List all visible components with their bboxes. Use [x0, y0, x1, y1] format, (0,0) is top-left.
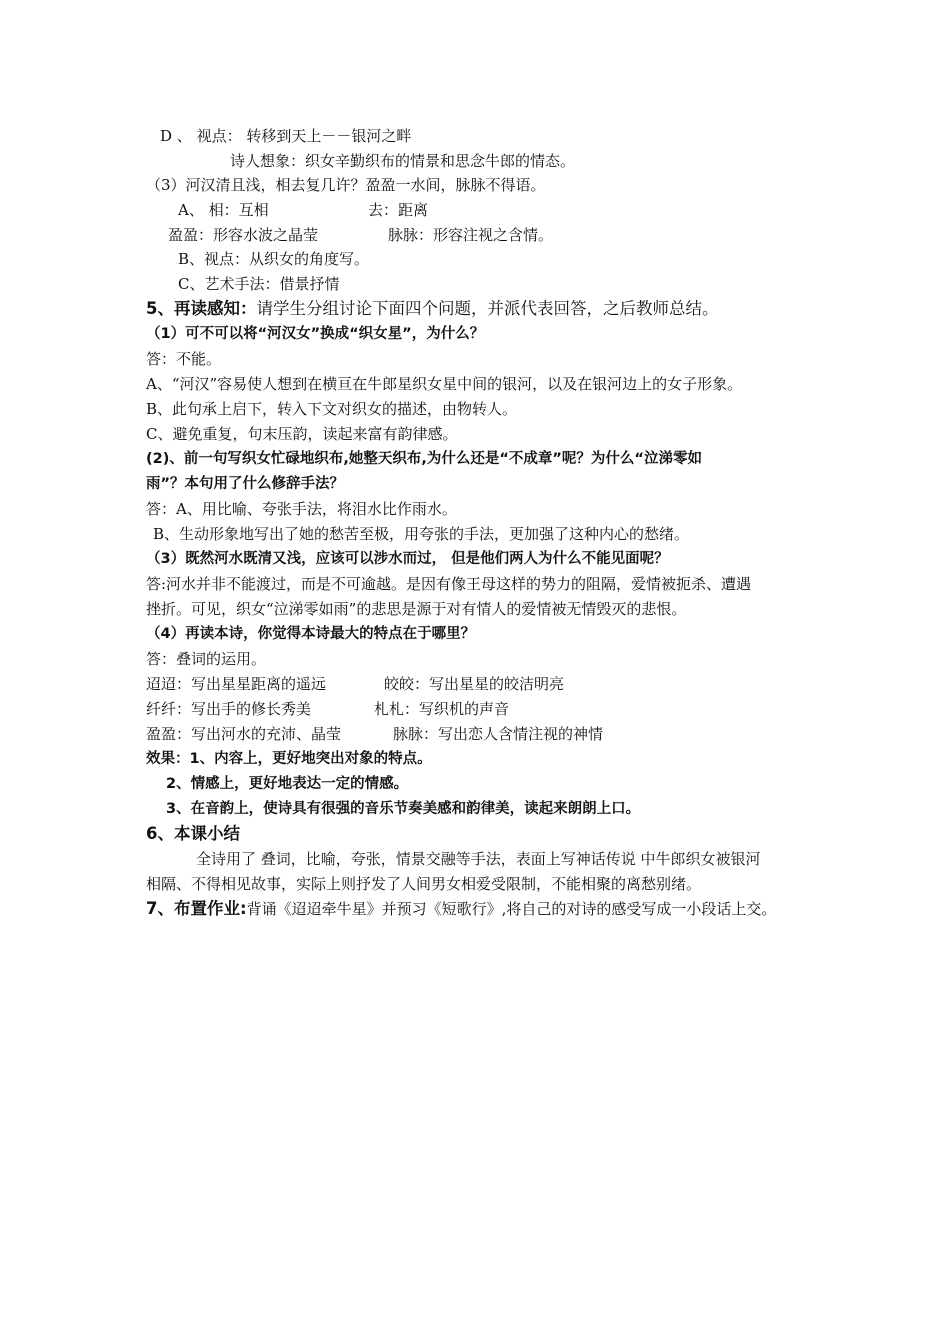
word-momo: 脉脉：写出恋人含情注视的神情	[393, 725, 604, 743]
question-3: （3）既然河水既清又浅，应该可以涉水而过， 但是他们两人为什么不能见面呢？	[146, 551, 669, 567]
answer-1-c: C、避免重复，句末压韵，读起来富有韵律感。	[146, 425, 458, 443]
summary-line-2: 相隔、不得相见故事，实际上则抒发了人间男女相爱受限制，不能相聚的离愁别绪。	[146, 875, 702, 893]
word-tiaotiao: 迢迢：写出星星距离的遥远	[146, 675, 327, 693]
answer-3-line-1: 答:河水并非不能渡过，而是不可逾越。是因有像王母这样的势力的阻隔，爱情被扼杀、遭遇	[146, 575, 752, 593]
section-7-heading: 7、布置作业:	[146, 899, 247, 918]
gloss-qu: 去：距离	[368, 201, 429, 219]
question-1: （1）可不可以将“河汉女”换成“织女星”，为什么？	[146, 326, 485, 342]
effect-2: 2、情感上，更好地表达一定的情感。	[166, 776, 409, 792]
gloss-momo: 脉脉：形容注视之含情。	[388, 226, 554, 244]
answer-2-b: B、生动形象地写出了她的愁苦至极，用夸张的手法，更加强了这种内心的愁绪。	[153, 525, 690, 543]
section-7-text: 背诵《迢迢牵牛星》并预习《短歌行》,将自己的对诗的感受写成一小段话上交。	[246, 900, 777, 918]
technique-c-line: C、艺术手法：借景抒情	[178, 275, 340, 293]
section-5-heading: 5、再读感知：	[146, 299, 257, 318]
answer-4: 答：叠词的运用。	[146, 650, 267, 668]
viewpoint-b-line: B、视点：从织女的角度写。	[178, 250, 370, 268]
answer-3-line-2: 挫折。可见，织女“泣涕零如雨”的悲思是源于对有情人的爱情被无情毁灭的悲恨。	[146, 600, 687, 618]
answer-1: 答：不能。	[146, 350, 222, 368]
verse-3-line: （3）河汉清且浅，相去复几许？盈盈一水间，脉脉不得语。	[146, 176, 546, 194]
section-7-line	[146, 897, 776, 921]
answer-1-a: A、“河汉”容易使人想到在横亘在牛郎星织女星中间的银河，以及在银河边上的女子形象。	[146, 375, 743, 393]
answer-2-a: 答：A、用比喻、夸张手法，将泪水比作雨水。	[146, 500, 457, 518]
question-4: （4）再读本诗，你觉得本诗最大的特点在于哪里？	[146, 626, 476, 642]
question-2-line-1: (2)、前一句写织女忙碌地织布,她整天织布,为什么还是“不成章”呢？为什么“泣涕零如	[146, 451, 702, 467]
gloss-xiang: A、 相：互相	[178, 201, 269, 219]
effect-3: 3、在音韵上，使诗具有很强的音乐节奏美感和韵律美，读起来朗朗上口。	[166, 801, 641, 817]
word-xianxian: 纤纤：写出手的修长秀美	[146, 700, 312, 718]
question-2-line-2: 雨”？本句用了什么修辞手法？	[146, 476, 345, 492]
effect-1: 效果：1、内容上，更好地突出对象的特点。	[146, 751, 432, 767]
viewpoint-d-line: D 、 视点： 转移到天上－－银河之畔	[160, 127, 412, 145]
word-zhazha: 札札：写织机的声音	[374, 700, 510, 718]
answer-1-b: B、此句承上启下，转入下文对织女的描述，由物转人。	[146, 400, 518, 418]
word-jiaojiao: 皎皎：写出星星的皎洁明亮	[384, 675, 565, 693]
section-5-line	[146, 297, 718, 321]
gloss-yingying: 盈盈：形容水波之晶莹	[168, 226, 319, 244]
word-yingying: 盈盈：写出河水的充沛、晶莹	[146, 725, 342, 743]
section-6-heading: 6、本课小结	[146, 824, 240, 843]
section-5-text: 请学生分组讨论下面四个问题，并派代表回答，之后教师总结。	[256, 299, 719, 318]
poet-imagination-line: 诗人想象：织女辛勤织布的情景和思念牛郎的情态。	[230, 152, 576, 170]
summary-line-1: 全诗用了 叠词，比喻，夸张，情景交融等手法，表面上写神话传说 中牛郎织女被银河	[196, 850, 761, 868]
